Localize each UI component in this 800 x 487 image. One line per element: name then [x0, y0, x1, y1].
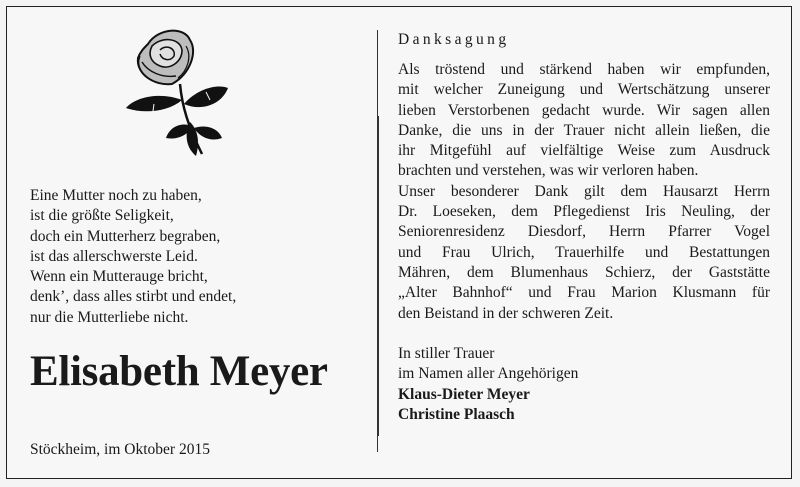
thanks-line: den Beistand in der schweren Zeit. [398, 304, 614, 322]
thanks-text [398, 60, 770, 324]
thanks-line: Seniorenresidenz Diesdorf, Herrn Pfarrer Vogel [398, 223, 770, 241]
poem-line: doch ein Mutterherz begraben, [30, 227, 221, 245]
thanks-line: mit welcher Zuneigung und Wertschätzung unserer [398, 81, 770, 99]
thanks-line: Mähren, dem Blumenhaus Schierz, der Gaststätte [398, 263, 770, 281]
thanks-line: „Alter Bahnhof“ und Frau Marion Klusmann für [398, 284, 770, 302]
deceased-name: Elisabeth Meyer [30, 348, 328, 395]
thanks-line: brachten und verstehen, was wir verloren haben. [398, 162, 699, 180]
poem-line: ist die größte Seligkeit, [30, 207, 174, 225]
signature-block [398, 344, 578, 425]
mourner-name: Klaus-Dieter Meyer [398, 385, 530, 403]
thanks-line: Dr. Loeseken, dem Pflegedienst Iris Neuling, der [398, 203, 770, 221]
thanks-line: Unser besonderer Dank gilt dem Hausarzt Herrn [398, 182, 770, 200]
sign-intro-line: In stiller Trauer [398, 345, 495, 362]
heading: Danksagung [398, 31, 510, 48]
place-date: Stöckheim, im Oktober 2015 [30, 441, 210, 458]
thanks-line: Als tröstend und stärkend haben wir empfunden, [398, 61, 770, 78]
rose-icon [118, 26, 230, 160]
poem-line: Wenn ein Mutterauge bricht, [30, 268, 208, 286]
poem-line: ist das allerschwerste Leid. [30, 247, 198, 265]
column-divider-thick [377, 116, 379, 436]
thanks-line: ihr Mitgefühl auf vielfältige Weise zum Ausdruck [398, 142, 770, 160]
thanks-line: lieben Verstorbenen gedacht wurde. Wir sagen allen [398, 101, 770, 119]
poem-line: nur die Mutterliebe nicht. [30, 308, 189, 326]
poem-line: denk’, dass alles stirbt und endet, [30, 288, 237, 306]
thanks-line: und Frau Ulrich, Trauerhilfe und Bestattungen [398, 243, 770, 261]
mourner-name: Christine Plaasch [398, 405, 515, 423]
poem [30, 186, 350, 328]
sign-intro-line: im Namen aller Angehörigen [398, 365, 579, 383]
thanks-line: Danke, die uns in der Trauer nicht allein ließen, die [398, 121, 770, 139]
poem-line: Eine Mutter noch zu haben, [30, 187, 202, 204]
